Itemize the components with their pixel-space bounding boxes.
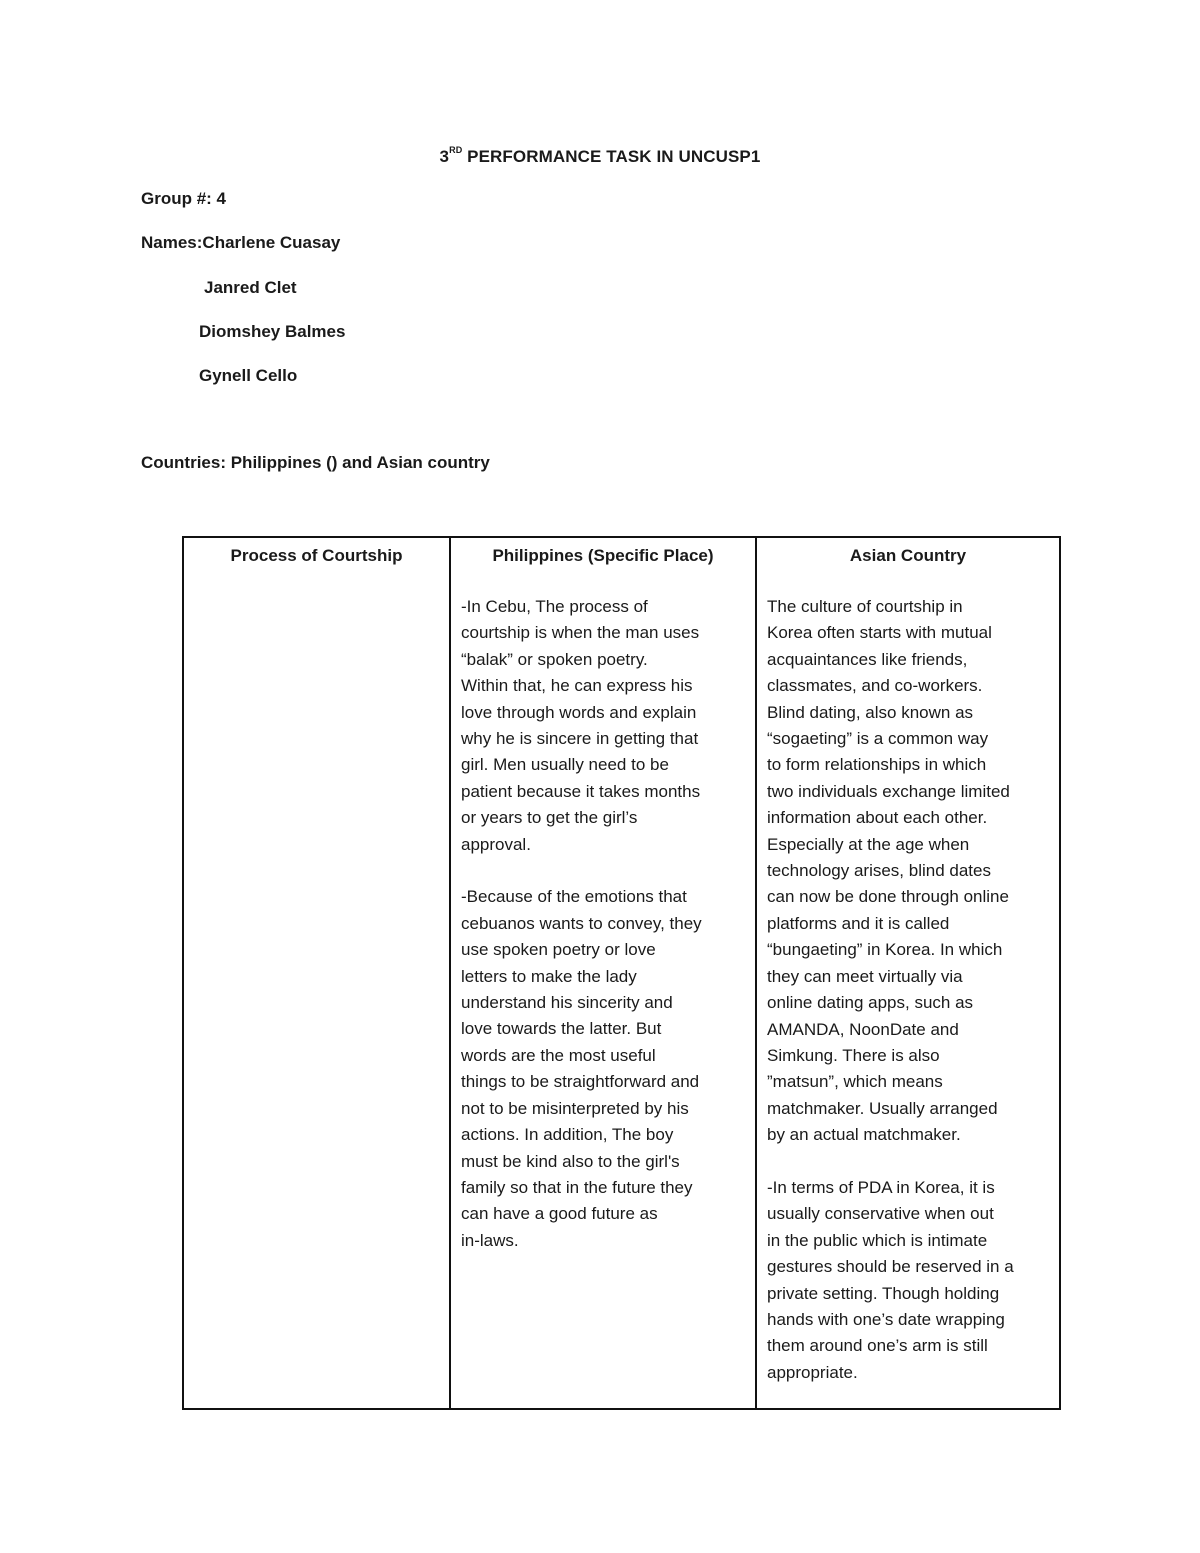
member-name: Janred Clet (204, 278, 297, 297)
title-rest: PERFORMANCE TASK IN UNCUSP1 (462, 147, 761, 166)
column-header: Process of Courtship (230, 546, 403, 565)
asian-country-column (755, 538, 1059, 1408)
asian-paragraph: -In terms of PDA in Korea, it is usually conservative when out in the public which is intimate gestures should be reserved in a private setting. Though holding hands with one’s date wrapping them around one’s arm is still appropriate. (767, 1177, 1014, 1382)
column-header: Philippines (Specific Place) (492, 546, 714, 565)
asian-country-cell (767, 594, 1049, 1386)
philippines-paragraph: -In Cebu, The process of courtship is when the man uses “balak” or spoken poetry. Within that, he can express his love through words and explain why he is sincere in getting that girl. Men usually need to be patient because it takes months or years to get the girl’s approval. (461, 597, 701, 854)
asian-paragraph: The culture of courtship in Korea often starts with mutual acquaintances like friends, classmates, and co-workers. Blind dating, also known as “sogaeting” is a common way to form relationships in which two individuals exchange limited information about each other. Especially at the age when technology arises, blind dates can now be done through online platforms and it is called “bungaeting” in Korea. In which they can meet virtually via online dating apps, such as AMANDA, NoonDate and Simkung. There is also ”matsun”, which means matchmaker. Usually arranged by an actual matchmaker. (767, 597, 1010, 1145)
countries-line: Countries: Philippines () and Asian country (141, 453, 490, 472)
process-column (184, 538, 449, 1408)
title-prefix: 3 (439, 147, 450, 166)
courtship-comparison-table (182, 536, 1061, 1410)
philippines-column (449, 538, 755, 1408)
group-number: Group #: 4 (141, 189, 227, 208)
title-superscript: RD (449, 145, 463, 155)
column-header: Asian Country (849, 546, 967, 565)
member-name: Diomshey Balmes (199, 322, 346, 341)
names-label: Names:Charlene Cuasay (141, 233, 341, 252)
philippines-cell (461, 594, 745, 1254)
document-title (0, 145, 1200, 167)
philippines-paragraph: -Because of the emotions that cebuanos wants to convey, they use spoken poetry or love letters to make the lady understand his sincerity and love towards the latter. But words are the most useful things to be straightforward and not to be misinterpreted by his actions. In addition, The boy must be kind also to the girl's family so that in the future they can have a good future as in-laws. (461, 887, 702, 1250)
member-name: Gynell Cello (199, 366, 298, 385)
